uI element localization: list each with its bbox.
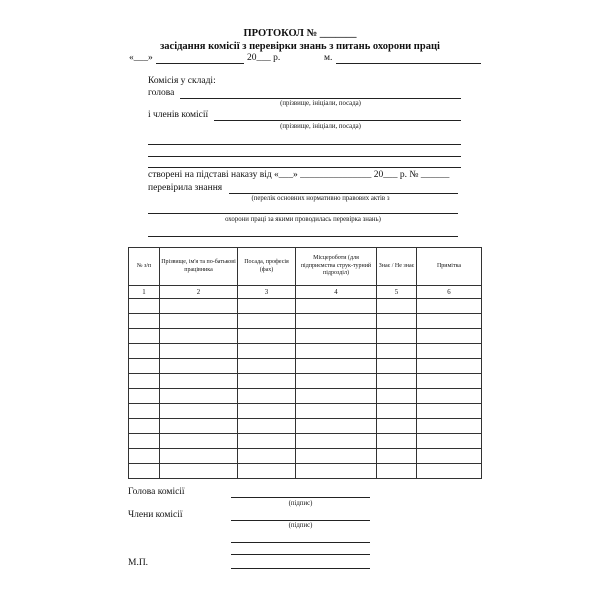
table-cell <box>160 464 238 479</box>
table-cell <box>129 329 160 344</box>
table-cell <box>417 359 482 374</box>
date-prefix: «___» <box>129 53 153 63</box>
table-cell <box>296 314 377 329</box>
table-cell <box>238 374 296 389</box>
members-hint: (прізвище, ініціали, посада) <box>280 123 361 130</box>
column-number-row <box>129 286 482 299</box>
members-line-2 <box>148 144 461 145</box>
table-row <box>129 404 482 419</box>
chair-line <box>180 98 461 99</box>
checked-label: перевірила знання <box>148 183 223 193</box>
table-cell <box>160 419 238 434</box>
table-cell <box>377 314 417 329</box>
table-row <box>129 299 482 314</box>
table-cell <box>160 374 238 389</box>
stamp-label: М.П. <box>128 558 149 568</box>
table-cell <box>377 359 417 374</box>
members-signature-line-3 <box>231 554 370 555</box>
table-cell <box>377 449 417 464</box>
date-year: 20___ р. <box>247 53 281 63</box>
table-cell <box>160 449 238 464</box>
table-cell <box>238 404 296 419</box>
table-row <box>129 344 482 359</box>
table-cell <box>238 464 296 479</box>
table-cell <box>377 434 417 449</box>
order-text: створені на підставі наказу від «___» _______________ 20___ р. № ______ <box>148 170 450 180</box>
column-header: Прізвище, ім'я та по-батькові працівника <box>160 248 238 286</box>
members-signature-line <box>231 520 370 521</box>
table-cell <box>296 374 377 389</box>
table-cell <box>129 404 160 419</box>
table-header-row <box>129 248 482 286</box>
table-cell <box>296 329 377 344</box>
table-cell <box>129 299 160 314</box>
checked-line <box>229 193 458 194</box>
acts-line-1 <box>148 213 458 214</box>
members-label: і членів комісії <box>148 110 209 120</box>
table-cell <box>129 314 160 329</box>
members-signature-hint: (підпис) <box>288 522 313 529</box>
table-cell <box>417 464 482 479</box>
place-line <box>336 63 481 64</box>
stamp-line <box>231 568 370 569</box>
chair-label: голова <box>148 88 175 98</box>
column-number: 1 <box>129 286 160 299</box>
table-row <box>129 314 482 329</box>
table-cell <box>129 464 160 479</box>
chair-hint: (прізвище, ініціали, посада) <box>280 100 361 107</box>
acts-hint-1: (перелік основних нормативно правових актів з <box>251 195 390 202</box>
chair-signature-hint: (підпис) <box>288 500 313 507</box>
table-cell <box>296 419 377 434</box>
members-signature-line-2 <box>231 542 370 543</box>
table-cell <box>160 404 238 419</box>
table-cell <box>129 374 160 389</box>
column-header: Місцероботи (для підприємства струк-турний підрозділ) <box>296 248 377 286</box>
table-cell <box>238 449 296 464</box>
column-number: 2 <box>160 286 238 299</box>
column-header: № з/п <box>129 248 160 286</box>
table-cell <box>377 419 417 434</box>
column-header: Посада, професія (фах) <box>238 248 296 286</box>
column-number: 3 <box>238 286 296 299</box>
table-cell <box>377 344 417 359</box>
acts-line-2 <box>148 236 458 237</box>
column-number: 5 <box>377 286 417 299</box>
footer-members-label: Члени комісії <box>128 510 183 520</box>
place-prefix: м. <box>324 53 333 63</box>
members-line-4 <box>148 167 461 168</box>
table-cell <box>238 329 296 344</box>
table-cell <box>296 464 377 479</box>
chair-signature-line <box>231 497 370 498</box>
table-cell <box>417 419 482 434</box>
table-row <box>129 434 482 449</box>
column-number: 6 <box>417 286 482 299</box>
table-cell <box>377 329 417 344</box>
table-cell <box>377 404 417 419</box>
table-cell <box>417 404 482 419</box>
table-cell <box>238 344 296 359</box>
table-cell <box>417 449 482 464</box>
table-cell <box>296 359 377 374</box>
date-line <box>156 63 244 64</box>
table-cell <box>417 299 482 314</box>
table-cell <box>160 299 238 314</box>
table-row <box>129 419 482 434</box>
table-cell <box>238 389 296 404</box>
table-cell <box>296 404 377 419</box>
table-cell <box>129 449 160 464</box>
table-cell <box>129 359 160 374</box>
table-cell <box>377 389 417 404</box>
table-cell <box>160 314 238 329</box>
table-cell <box>238 299 296 314</box>
table-cell <box>129 389 160 404</box>
column-header: Примітка <box>417 248 482 286</box>
table-cell <box>160 329 238 344</box>
table-cell <box>160 344 238 359</box>
footer-chair-label: Голова комісії <box>128 487 185 497</box>
table-cell <box>238 314 296 329</box>
table-cell <box>238 359 296 374</box>
members-line-3 <box>148 156 461 157</box>
table-cell <box>417 389 482 404</box>
table-row <box>129 374 482 389</box>
table-cell <box>129 344 160 359</box>
table-cell <box>296 434 377 449</box>
column-number: 4 <box>296 286 377 299</box>
members-line <box>214 120 461 121</box>
table-cell <box>296 449 377 464</box>
acts-hint-2: охорони праці за якими проводилась перевірка знань) <box>225 216 381 223</box>
table-cell <box>129 434 160 449</box>
commission-intro: Комісія у складі: <box>148 76 216 86</box>
table-cell <box>160 359 238 374</box>
table-cell <box>417 344 482 359</box>
table-cell <box>238 434 296 449</box>
table-cell <box>160 389 238 404</box>
table-cell <box>238 419 296 434</box>
table-cell <box>417 329 482 344</box>
table-cell <box>417 314 482 329</box>
results-table <box>128 247 482 479</box>
table-cell <box>377 464 417 479</box>
table-cell <box>377 374 417 389</box>
table-row <box>129 464 482 479</box>
table-cell <box>129 419 160 434</box>
table-cell <box>417 374 482 389</box>
table-row <box>129 359 482 374</box>
protocol-title: ПРОТОКОЛ № _______ <box>243 28 357 39</box>
table-row <box>129 449 482 464</box>
table-row <box>129 329 482 344</box>
protocol-subtitle: засідання комісії з перевірки знань з питань охорони праці <box>160 41 440 52</box>
column-header: Знає / Не знає <box>377 248 417 286</box>
table-cell <box>296 344 377 359</box>
table-cell <box>160 434 238 449</box>
table-cell <box>296 389 377 404</box>
table-row <box>129 389 482 404</box>
table-cell <box>377 299 417 314</box>
table-cell <box>417 434 482 449</box>
table-cell <box>296 299 377 314</box>
